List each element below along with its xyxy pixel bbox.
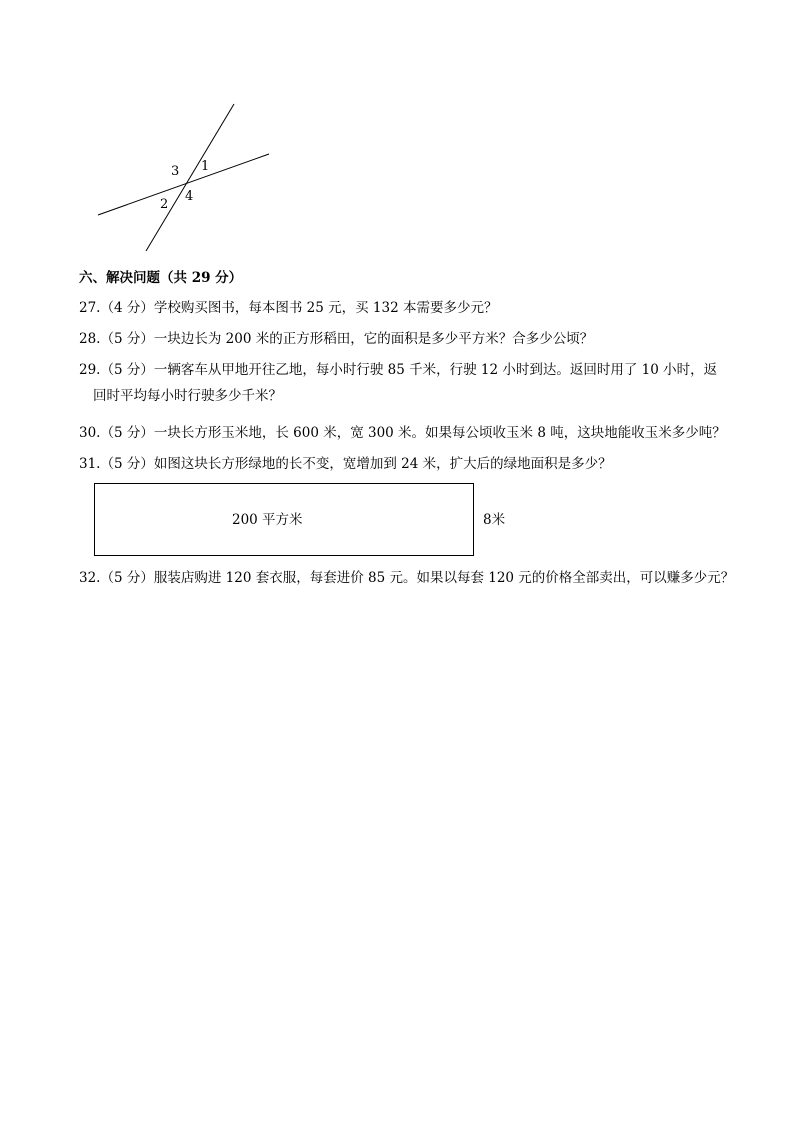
question-31: 31.（5 分）如图这块长方形绿地的长不变，宽增加到 24 米，扩大后的绿地面积是多少？ (79, 456, 612, 472)
rectangle-area-label: 200 平方米 (232, 512, 303, 528)
question-29-line2: 回时平均每小时行驶多少千米？ (93, 388, 282, 404)
section-title: 六、解决问题（共 29 分） (79, 270, 243, 286)
question-32: 32.（5 分）服装店购进 120 套衣服，每套进价 85 元。如果以每套 120 元的价格全部卖出，可以赚多少元？ (79, 570, 735, 586)
question-28: 28.（5 分）一块边长为 200 米的正方形稻田，它的面积是多少平方米？合多少公顷？ (79, 331, 594, 347)
rectangle-side-label: 8米 (483, 512, 506, 528)
question-29 (79, 361, 718, 404)
line-steep (146, 104, 234, 251)
question-27: 27.（4 分）学校购买图书，每本图书 25 元，买 132 本需要多少元？ (79, 300, 498, 316)
angle-label-4: 4 (185, 189, 194, 204)
question-30: 30.（5 分）一块长方形玉米地，长 600 米，宽 300 米。如果每公顷收玉米 8 吨，这块地能收玉米多少吨？ (79, 425, 726, 441)
angle-label-1: 1 (201, 159, 210, 174)
angle-label-2: 2 (160, 197, 169, 212)
line-shallow (98, 154, 269, 215)
angle-label-3: 3 (171, 164, 180, 179)
question-29-line1: 29.（5 分）一辆客车从甲地开往乙地，每小时行驶 85 千米，行驶 12 小时到达。返回时用了 10 小时，返 (79, 362, 718, 378)
intersecting-lines-figure (0, 0, 794, 260)
